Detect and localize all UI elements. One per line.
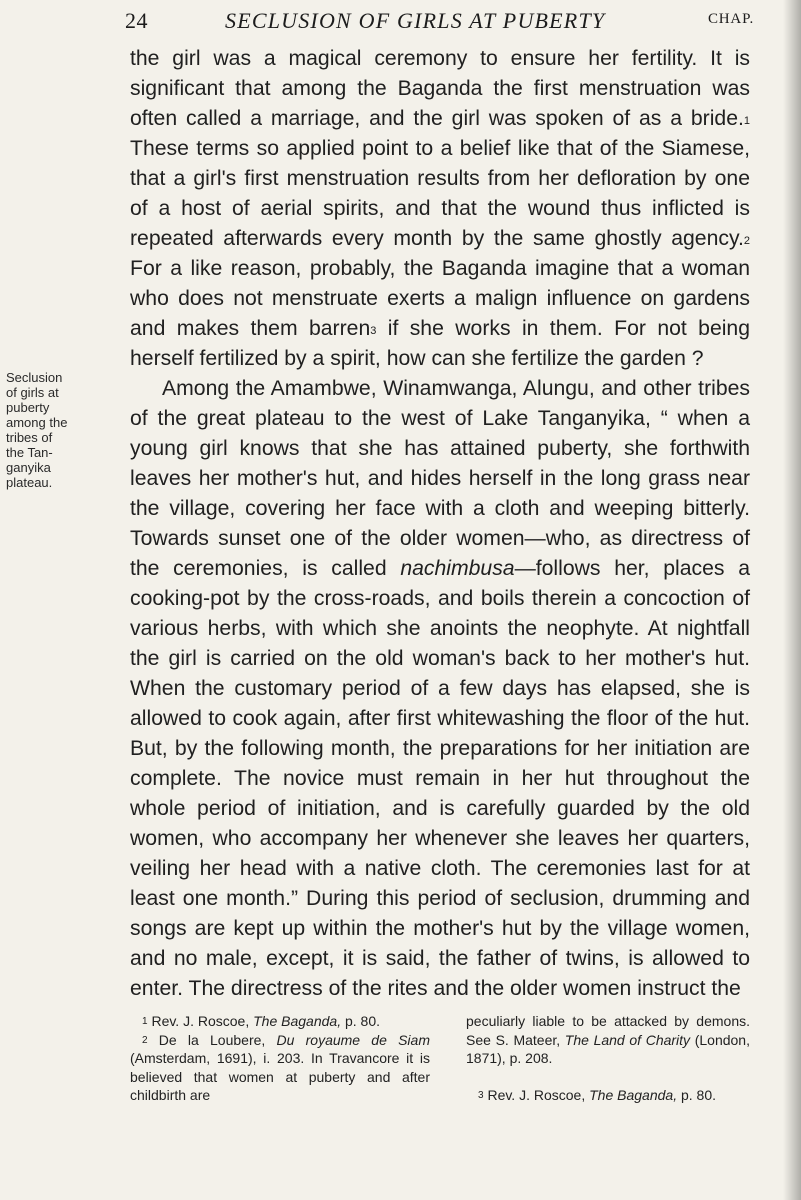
footnote-text: peculiarly liable to be attacked by demons. See S. Mateer, [466,1013,750,1048]
footnote-text: p. 80. [677,1086,717,1103]
chapter-label: CHAP. [708,11,755,27]
margin-note-line: Seclusion [6,370,63,385]
footnote-mark: 1 [142,1016,148,1027]
footnotes [130,1012,750,1124]
footnote-text: Rev. J. Roscoe, [147,1013,254,1029]
margin-note-line: tribes of [6,430,53,445]
text-run: For a like reason, probably, the Baganda imagine that a woman who does not menstruate exerts a malign influence on gardens and makes them barren [130,257,750,340]
footnote-mark: 3 [478,1089,484,1101]
term-nachimbusa: nachimbusa [400,557,515,580]
footnote-2 [130,1031,430,1105]
text-run: These terms so applied point to a belief like that of the Siamese, that a girl's first menstruation results from her defloration by one of a host of aerial spirits, and that the wound thus inflicted is repeated afterwards every month by the same ghostly agency. [130,137,750,250]
running-title: SECLUSION OF GIRLS AT PUBERTY [225,8,606,33]
footnote-text: p. 80. [341,1013,381,1029]
footnotes-right-column [466,1012,750,1104]
footnote-text: Rev. J. Roscoe, [483,1086,590,1103]
body-text [130,44,750,1004]
footnote-ref-3[interactable]: 3 [370,325,377,337]
footnote-text: (Amsterdam, 1691), i. 203. In Travancore it is believed that women at puberty and after childbirth are [130,1050,430,1103]
footnote-spacer [466,1068,750,1086]
page-number: 24 [125,8,148,33]
footnote-text: De la Loubere, [147,1031,277,1048]
footnote-ref-1[interactable]: 1 [743,115,750,127]
footnote-title: The Baganda, [253,1013,342,1029]
running-head [0,8,801,38]
text-run: —follows her, places a cooking-pot by the cross-roads, and boils therein a concoction of various herbs, with which she anoints the neophyte. At nightfall the girl is carried on the old woman's back to her mother's hut. When the customary period of a few days has elapsed, she is allowed to cook again, after first whitewashing the floor of the hut. But, by the following month, the preparations for her initiation are complete. The novice must remain in her hut throughout the whole period of initiation, and is carefully guarded by the old women, who accompany her whenever she leaves her quarters, veiling her head with a native cloth. The ceremonies last for at least one month.” During this period of seclusion, drumming and songs are kept up within the mother's hut by the village women, and no male, except, it is said, the father of twins, is allowed to enter. The directress of the rites and the older women instruct the [130,557,750,1000]
margin-note-line: among the [6,415,68,430]
footnote-title: The Land of Charity [564,1031,691,1048]
paragraph-2 [130,374,750,1004]
text-run: the girl was a magical ceremony to ensure her fertility. It is significant that among the Baganda the first menstruation was often called a marriage, and the girl was spoken of as a bride. [130,47,750,130]
footnote-1 [130,1012,430,1031]
margin-note-line: of girls at [6,385,59,400]
margin-note-line: puberty [6,400,50,415]
margin-note [6,370,118,490]
text-run: if she works in them. For not being herself fertilized by a spirit, how can she fertilize the garden ? [130,317,750,370]
page-edge-shadow [783,0,801,1200]
footnote-title: Du royaume de Siam [276,1031,430,1048]
margin-note-line: the Tan- [6,445,53,460]
footnote-title: The Baganda, [589,1086,678,1103]
footnote-ref-2[interactable]: 2 [743,235,750,247]
footnote-2-continued [466,1012,750,1068]
footnote-text: (London, 1871), p. 208. [466,1031,750,1066]
footnotes-left-column [130,1012,430,1105]
margin-note-line: ganyika [6,460,51,475]
footnote-3 [466,1086,750,1105]
text-run: Among the Amambwe, Winamwanga, Alungu, and other tribes of the great plateau to the west of Lake Tanganyika, “ when a young girl knows that she has attained puberty, she forthwith leaves her mother's hut, and hides herself in the long grass near the village, covering her face with a cloth and weeping bitterly. Towards sunset one of the older women—who, as directress of the ceremonies, is called [130,377,750,580]
footnote-mark: 2 [142,1034,148,1046]
paragraph-1 [130,44,750,374]
margin-note-line: plateau. [6,475,53,490]
